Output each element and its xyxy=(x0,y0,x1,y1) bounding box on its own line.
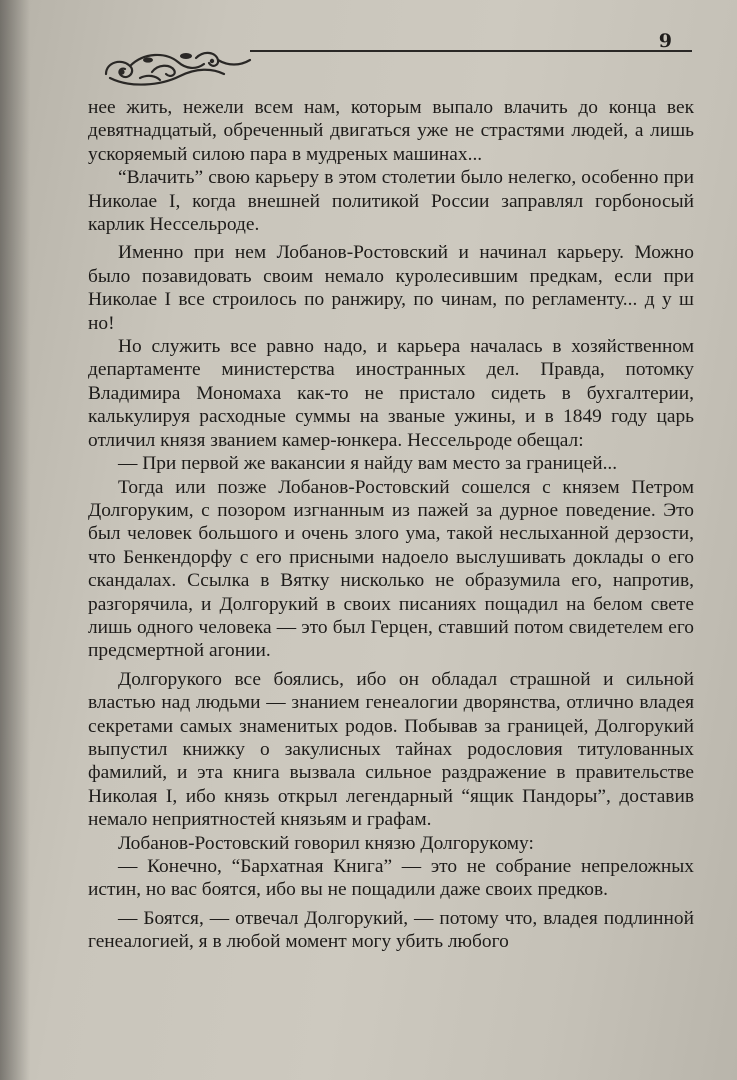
flourish-ornament-icon xyxy=(100,44,260,88)
paragraph: — При первой же вакансии я найду вам место за границей... xyxy=(118,453,618,475)
body-text xyxy=(88,96,694,954)
paragraph: Лобанов-Ростовский говорил князю Долгорукому: xyxy=(118,832,534,854)
spine-shadow xyxy=(0,0,30,1080)
paragraph: нее жить, нежели всем нам, которым выпало влачить до конца век девятнадцатый, обреченный двигаться уже не страстями людей, а лишь ускоряемый силою пара в мудреных машинах... xyxy=(88,97,694,165)
header-rule xyxy=(250,50,692,52)
paragraph: Но служить все равно надо, и карьера началась в хозяйственном департаменте министерства иностранных дел. Правда, потомку Владимира Мономаха как-то не пристало сидеть в бухгалтерии, калькулируя расходные суммы на званые ужины, и в 1849 году царь отличил князя званием камер-юнкера. Нессельроде обещал: xyxy=(88,336,694,451)
paragraph: — Боятся, — отвечал Долгорукий, — потому что, владея подлинной генеалогией, я в любой момент могу убить любого xyxy=(88,907,694,953)
paragraph: Долгорукого все боялись, ибо он обладал страшной и сильной властью над людьми — знанием генеалогии дворянства, отлично владея секретами самых знаменитых родов. Побывав за границей, Долгорукий выпустил книжку о закулисных тайнах родословия титулованных фамилий, и эта книга вызвала сильное раздражение в правительстве Николая I, ибо князь открыл легендарный “ящик Пандоры”, доставив немало неприятностей князьям и графам. xyxy=(88,668,694,831)
page-number: 9 xyxy=(658,30,672,52)
paragraph: Тогда или позже Лобанов-Ростовский сошелся с князем Петром Долгоруким, с позором изгнанным из пажей за дурное поведение. Это был человек большого и очень злого ума, такой неслыханной дерзости, что Бенкендорфу с его присными надоело выслушивать доклады о его скандалах. Ссылка в Вятку нисколько не образумила его, напротив, разгорячила, и Долгорукий в своих писаниях пощадил на белом свете лишь одного человека — это был Герцен, ставший потом свидетелем его предсмертной агонии. xyxy=(88,476,694,662)
page-header xyxy=(100,28,692,88)
paragraph: “Влачить” свою карьеру в этом столетии было нелегко, особенно при Николае I, когда внешней политикой России заправлял горбоносый карлик Нессельроде. xyxy=(88,167,694,236)
paragraph: Именно при нем Лобанов-Ростовский и начинал карьеру. Можно было позавидовать своим немало куролесившим предкам, если при Николае I все строилось по ранжиру, по чинам, по регламенту... д у ш но! xyxy=(88,242,694,334)
paragraph: — Конечно, “Бархатная Книга” — это не собрание непреложных истин, но вас боятся, ибо вы не пощадили даже своих предков. xyxy=(88,856,694,901)
